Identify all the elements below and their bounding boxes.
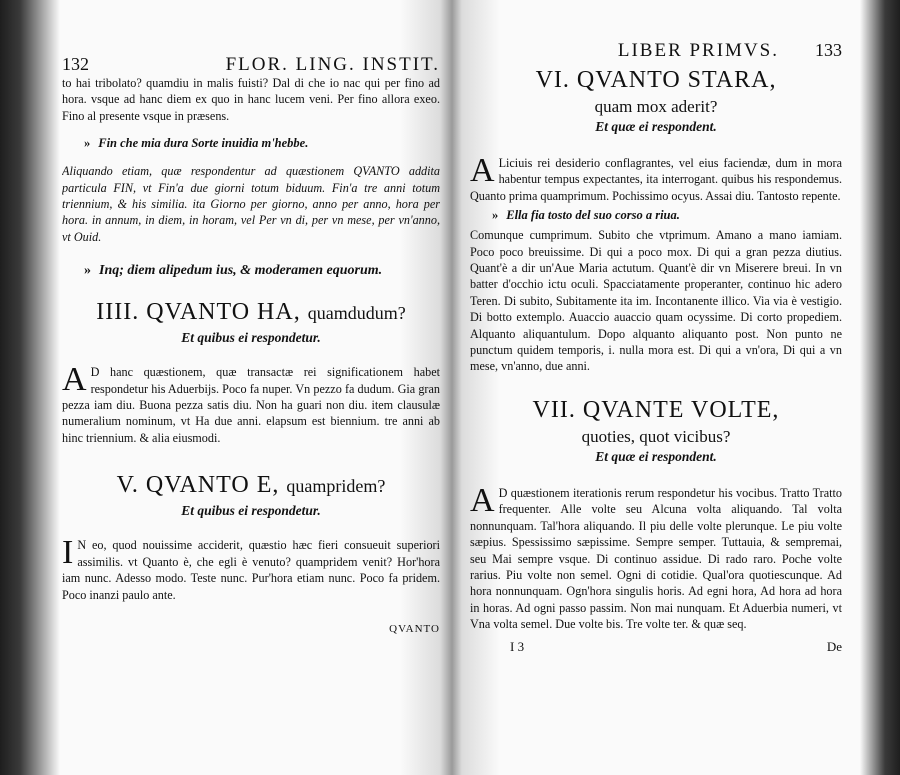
section-5-subtitle: Et quibus ei respondetur. (181, 503, 321, 519)
section-4-subtitle: Et quibus ei respondetur. (181, 330, 321, 346)
section-6-latin: quam mox aderit? (594, 97, 718, 116)
section-5-title: V. QVANTO E, (116, 472, 280, 499)
section-6-title: VI. QVANTO STARA, (535, 67, 777, 93)
right-page-number: 133 (815, 40, 842, 60)
left-paragraph-1: to hai tribolato? quamdiu in malis fuisti? Dal di che io nac qui per fino ad hora. vsque ad hanc diem ex quo in hanc lucem veni. Per fino allora exeo. Fino al presente vsque in præsens. (62, 76, 440, 123)
right-footer (470, 639, 842, 655)
left-catchword: QVANTO (389, 622, 440, 635)
section-5-body (62, 534, 440, 603)
right-running-title: LIBER PRIMVS. (617, 40, 779, 61)
verse-text: Fin che mia dura Sorte inuidia m'hebbe. (98, 136, 309, 151)
section-6-body-2: Comunque cumprimum. Subito che vtprimum. Amano a mano iamiam. Poco poco breuissime. Di qui a poco mox. Di qui a gran pezza diutius. Quant'è a dir un'Aue Maria actutum. Quant'è dir vn Miserere breui. In vn batter d'occhio ictu oculi. Spacciatamente properanter, continuo hic adero Teren. Di subito, Subitamente ita im. Incontanente illico. Via via è vestigio. Di botto extemplo. Auaccio auaccio quam ocyssime. Di corto propediem. Alquanto aliquantulum. Dopo alquanto aliquanto post. Non punto ne punctum quidem temporis, i. nulla mora est. Di qui a vn'ora, Di qui a vn mese, vn'anno, due anni. (470, 228, 842, 374)
verse-text: Ella fia tosto del suo corso a riua. (506, 208, 680, 223)
left-verse-1 (84, 136, 440, 151)
right-catchword: De (826, 638, 842, 654)
section-7-text: D quæstionem iterationis rerum respondetur his vocibus. Tratto Tratto frequenter. Alle volte seu Alcuna volta aliquando. Tal volta nonnunquam. Tal'hora aliquando. Il piu delle volte plerunque. Le piu volte sæpius. Spessissimo sæpissime. Sempre semper. Tuttauia, & sempremai, seu Mai sempre vsque. Di continuo assidue. Di rado raro. Poche volte rarius. Piu volte non semel. Ogni di cotidie. Qual'ora quotiescunque. Ad hora nonnunquam. Ogn'hora singulis horis. Ad egni hora, Ad hora ad hora in horas. Ad ogni passo passim. Non mai nunquam. Et Aduerbia numeri, vt Vna volta semel. Due volte bis. Tre volte ter. & quæ seq. (470, 485, 842, 632)
verse-mark: » (84, 263, 91, 279)
right-verse (492, 208, 842, 223)
drop-cap: A (470, 481, 495, 519)
section-6-subtitle: Et quæ ei respondent. (595, 119, 717, 134)
section-7-title: VII. QVANTE VOLTE, (532, 396, 780, 423)
section-5-text: N eo, quod nouissime acciderit, quæstio hæc fieri consueuit superiori assimilis. vt Quanto è, che egli è venuto? quampridem venit? Hor'hora iam nunc. Adesso modo. Teste nunc. Pur'hora etiam nunc. Poco fa pridem. Poco inanzi paulo ante. (62, 538, 440, 602)
section-5-latin: quampridem? (286, 476, 386, 497)
section-5-heading (62, 472, 440, 499)
section-7-latin: quoties, quot vicibus? (581, 426, 731, 446)
right-running-head (470, 40, 842, 61)
section-4-text: D hanc quæstionem, quæ transactæ rei significationem habet respondetur his Aduerbijs. Poco fa nuper. Vn pezzo fa dudum. Gia gran pezza iam diu. Buona pezza satis diu. Non ha guari non diu. item clausulæ numeralium nominum, vt Ha due anni. elapsum est biennium. tre anni ab hinc triennium. & alia eiusmodi. (62, 365, 440, 445)
drop-cap: A (62, 361, 87, 399)
left-page (62, 0, 440, 775)
section-4-body (62, 361, 440, 446)
left-page-number: 132 (62, 54, 89, 74)
drop-cap: I (62, 534, 74, 572)
left-verse-2 (84, 263, 440, 279)
section-6-body (470, 152, 842, 204)
verse-text: Inq; diem alipedum ius, & moderamen equorum. (99, 263, 383, 279)
drop-cap: A (470, 152, 495, 189)
left-running-head (62, 54, 440, 75)
section-7-subtitle: Et quæ ei respondent. (595, 448, 717, 464)
section-4-heading (62, 299, 440, 326)
signature-mark: I 3 (510, 638, 525, 654)
section-4-title: IIII. QVANTO HA, (96, 299, 301, 326)
section-6-text: Liciuis rei desiderio conflagrantes, vel eius faciendæ, dum in mora habentur tempus expectantes, ita interrogant. quibus his respondemus. Quanto prima quamprimum. Pochissimo ocyus. Assai diu. Tantosto repente. (470, 156, 842, 203)
right-page (470, 0, 842, 775)
verse-mark: » (492, 208, 499, 223)
section-7-body (470, 481, 842, 633)
section-4-latin: quamdudum? (307, 303, 406, 324)
verse-mark: » (84, 136, 91, 151)
left-running-title: FLOR. LING. INSTIT. (225, 54, 440, 75)
left-paragraph-2: Aliquando etiam, quæ respondentur ad quæstionem QVANTO addita particula FIN, vt Fin'a due giorni totum biduum. Fin'a tre anni totum triennium, & his similia. ita Giorno per giorno, anno per anno, hora per hora. in annum, in diem, in horam, vel Per vn di, per vn mese, per vn'anno, vt Ouid. (62, 164, 440, 244)
